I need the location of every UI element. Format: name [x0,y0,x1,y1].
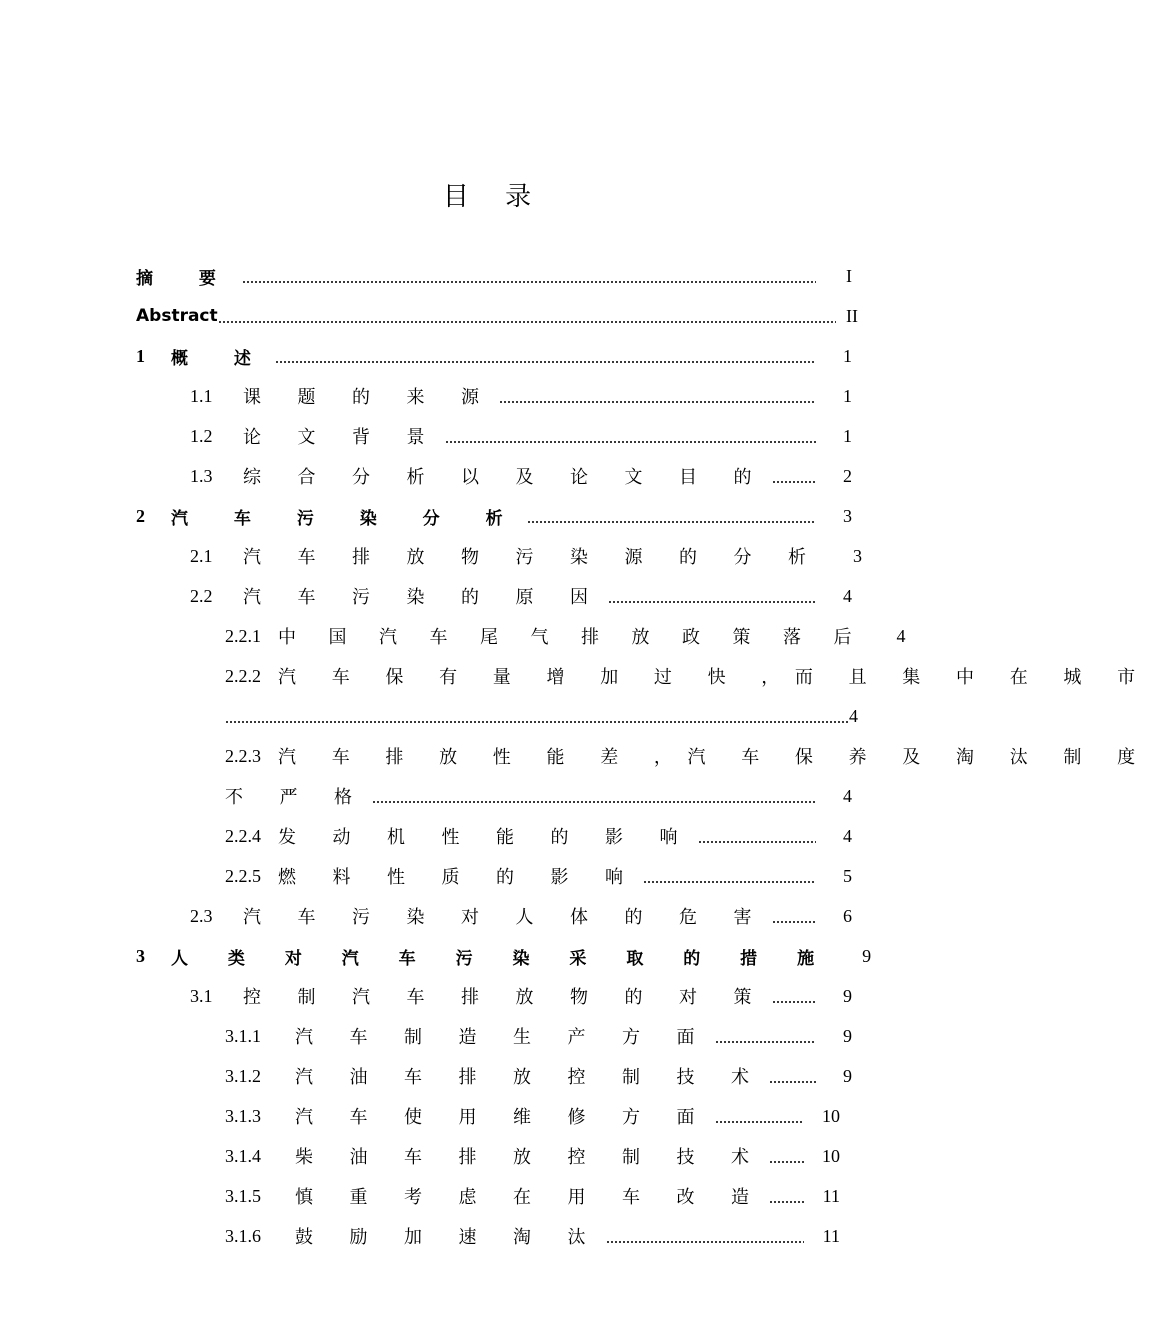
dot-leader [606,1228,805,1244]
dot-leader [275,348,816,364]
toc-entry-label: 汽 车 污 染 对 人 体 的 危 害 [243,907,768,927]
dot-leader [715,1028,817,1044]
toc-entry-page: I [846,265,852,286]
toc-entry-label: 汽 车 排 放 性 能 差 ，汽 车 保 养 及 淘 汰 制 度 [278,747,1151,767]
toc-entry-page: 3 [853,545,862,566]
toc-entry-page: 2 [843,465,852,486]
dot-leader [527,508,816,524]
toc-entry-number: 2 [136,505,145,526]
toc-entry-number: 3.1 [190,985,213,1006]
toc-entry-page: 9 [843,985,852,1006]
toc-entry-page: 9 [843,1065,852,1086]
toc-entry-label: 汽 车 制 造 生 产 方 面 [295,1027,711,1047]
toc-entry[interactable] [0,616,950,656]
dot-leader [769,1188,804,1204]
toc-entry-page: 10 [822,1145,840,1166]
toc-entry-number: 1.3 [190,465,213,486]
toc-entry[interactable] [0,976,950,1016]
table-of-contents [0,256,1151,1256]
toc-entry-number: 2.2.1 [225,625,261,646]
toc-entry-label: 汽 车 污 染 分 析 [171,508,523,529]
toc-entry[interactable] [0,736,1151,776]
toc-entry-label: 不 严 格 [225,787,368,807]
toc-entry-label: 燃 料 性 质 的 影 响 [278,867,639,887]
toc-entry[interactable] [0,456,950,496]
toc-entry-number: 2.2.5 [225,865,261,886]
toc-entry-number: 2.1 [190,545,213,566]
toc-entry-label: 鼓 励 加 速 淘 汰 [295,1227,602,1247]
toc-entry-page: 3 [843,505,852,526]
toc-entry[interactable] [0,576,950,616]
toc-entry-number: 2.3 [190,905,213,926]
dot-leader [445,428,817,444]
toc-entry-page: 9 [843,1025,852,1046]
toc-entry[interactable] [0,936,950,976]
toc-entry-page: 1 [843,385,852,406]
toc-entry-number: 3.1.3 [225,1105,261,1126]
dot-leader [608,588,816,604]
toc-entry-number: 2.2.3 [225,745,261,766]
toc-title: 目 录 [442,182,546,212]
toc-entry[interactable] [0,376,950,416]
toc-entry-number: 3.1.2 [225,1065,261,1086]
toc-entry-label: 柴 油 车 排 放 控 制 技 术 [295,1147,765,1167]
toc-entry-page: 6 [843,905,852,926]
toc-entry-label: 人 类 对 汽 车 污 染 采 取 的 措 施 [171,948,832,969]
dot-leader [698,828,817,844]
toc-entry-label: 概 述 [171,348,271,369]
dot-leader [499,388,816,404]
dot-leader [772,988,817,1004]
toc-entry[interactable] [0,1016,950,1056]
toc-entry-label: 中 国 汽 车 尾 气 排 放 政 策 落 后 [278,627,866,647]
toc-entry-label: 课 题 的 来 源 [243,387,495,407]
toc-entry-label: 汽 车 保 有 量 增 加 过 快 ，而 且 集 中 在 城 市 [278,667,1151,687]
toc-entry-page: 1 [843,345,852,366]
toc-entry[interactable] [0,536,950,576]
toc-entry-number: 3.1.5 [225,1185,261,1206]
dot-leader [643,868,816,884]
toc-entry[interactable] [0,496,950,536]
toc-entry-label: 综 合 分 析 以 及 论 文 目 的 [243,467,768,487]
toc-entry-label: 汽 车 使 用 维 修 方 面 [295,1107,711,1127]
toc-entry-page: 4 [843,585,852,606]
toc-entry-page: 10 [822,1105,840,1126]
dot-leader [225,708,848,724]
toc-entry-label: 汽 油 车 排 放 控 制 技 术 [295,1067,765,1087]
toc-entry-number: 1.2 [190,425,213,446]
toc-entry-label: 慎 重 考 虑 在 用 车 改 造 [295,1187,765,1207]
toc-entry-label: 控 制 汽 车 排 放 物 的 对 策 [243,987,768,1007]
dot-leader [218,308,836,324]
toc-entry[interactable] [0,416,950,456]
toc-entry[interactable] [0,1176,950,1216]
toc-entry-page: 4 [843,785,852,806]
toc-entry-number: 2.2 [190,585,213,606]
toc-entry[interactable] [0,896,950,936]
dot-leader [769,1148,804,1164]
toc-entry-page: 4 [849,705,858,726]
toc-entry-page: 5 [843,865,852,886]
toc-entry[interactable] [0,256,950,296]
toc-entry-continuation[interactable] [0,776,950,816]
toc-entry-label: 汽 车 排 放 物 污 染 源 的 分 析 [243,547,822,567]
toc-entry[interactable] [0,1056,950,1096]
toc-entry-number: 3.1.4 [225,1145,261,1166]
toc-entry[interactable] [0,1136,950,1176]
toc-entry[interactable] [0,656,1151,696]
toc-entry-page: 9 [862,945,872,966]
dot-leader [769,1068,816,1084]
dot-leader [372,788,816,804]
toc-entry-label: 摘 要 [136,268,236,289]
toc-entry-number: 3.1.6 [225,1225,261,1246]
toc-entry[interactable] [0,296,950,336]
dot-leader [772,908,817,924]
toc-entry-page: 4 [896,625,906,646]
toc-entry[interactable] [0,1216,950,1256]
dot-leader [772,468,817,484]
toc-entry[interactable] [0,856,950,896]
toc-entry-continuation[interactable] [0,696,950,736]
toc-entry-number: 1 [136,345,145,366]
toc-entry-page: 4 [843,825,852,846]
toc-entry-label: 发 动 机 性 能 的 影 响 [278,827,694,847]
toc-entry-page: II [846,305,858,326]
toc-entry-number: 2.2.4 [225,825,261,846]
dot-leader [242,268,816,284]
toc-entry-number: 3 [136,945,145,966]
toc-entry-label: 论 文 背 景 [243,427,441,447]
toc-entry-page: 11 [822,1225,840,1246]
toc-entry-label: Abstract [136,306,218,326]
toc-entry-page: 11 [822,1185,840,1206]
toc-entry-page: 1 [843,425,852,446]
toc-entry[interactable] [0,816,950,856]
dot-leader [715,1108,805,1124]
toc-entry-label: 汽 车 污 染 的 原 因 [243,587,604,607]
toc-entry[interactable] [0,1096,950,1136]
toc-entry-number: 3.1.1 [225,1025,261,1046]
toc-entry-number: 2.2.2 [225,665,261,686]
toc-entry-number: 1.1 [190,385,213,406]
toc-entry[interactable] [0,336,950,376]
